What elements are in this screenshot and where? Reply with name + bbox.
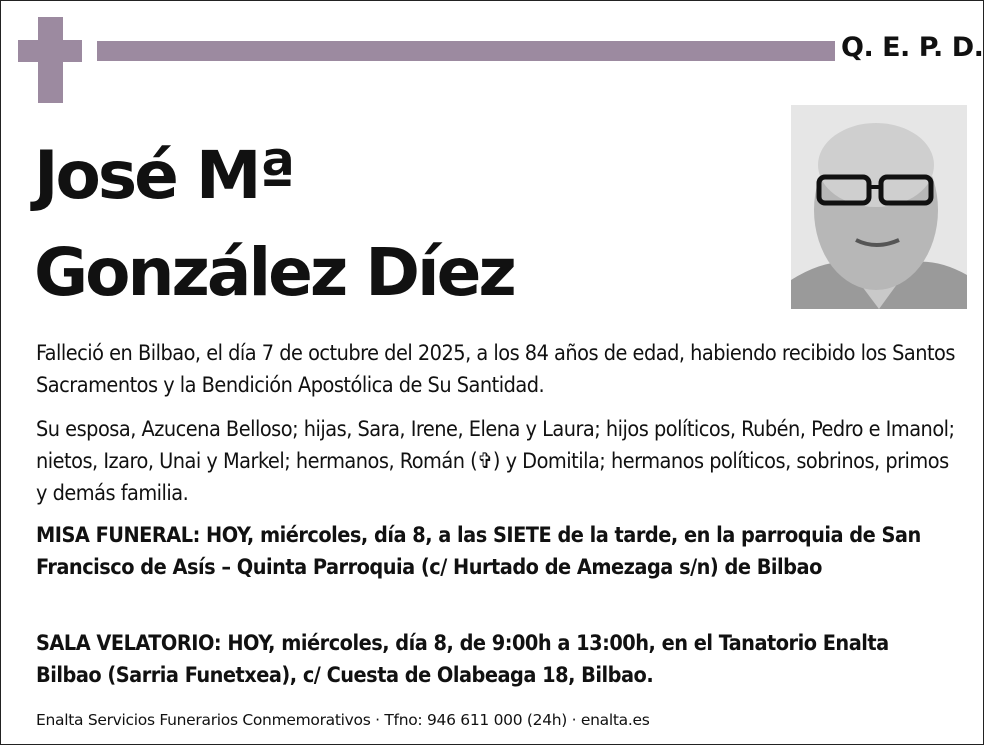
paragraph-family: Su esposa, Azucena Belloso; hijas, Sara, Irene, Elena y Laura; hijos políticos, Rubén, Pedro e Imanol; nietos, Izaro, Unai y Markel; hermanos, Román (✞) y Domitila; hermanos políticos, sobrinos, primos y demás familia. — [36, 417, 955, 506]
deceased-name — [34, 127, 514, 321]
paragraph-wake-room: SALA VELATORIO: HOY, miércoles, día 8, de 9:00h a 13:00h, en el Tanatorio Enalta Bilbao (Sarria Funetxea), c/ Cuesta de Olabeaga 18, Bilbao. — [36, 631, 889, 688]
qepd-label: Q. E. P. D. — [841, 32, 984, 63]
portrait-photo — [791, 105, 967, 309]
deceased-name-line1: José Mª — [34, 137, 293, 214]
portrait-photo-icon — [791, 105, 967, 309]
paragraph-death-notice: Falleció en Bilbao, el día 7 de octubre del 2025, a los 84 años de edad, habiendo recibido los Santos Sacramentos y la Bendición Apostólica de Su Santidad. — [36, 341, 955, 398]
header-bar — [97, 41, 835, 61]
deceased-name-line2: González Díez — [34, 234, 514, 311]
paragraph-funeral-mass: MISA FUNERAL: HOY, miércoles, día 8, a las SIETE de la tarde, en la parroquia de San Francisco de Asís – Quinta Parroquia (c/ Hurtado de Amezaga s/n) de Bilbao — [36, 523, 921, 580]
footer-credit: Enalta Servicios Funerarios Conmemorativos · Tfno: 946 611 000 (24h) · enalta.es — [36, 711, 650, 729]
